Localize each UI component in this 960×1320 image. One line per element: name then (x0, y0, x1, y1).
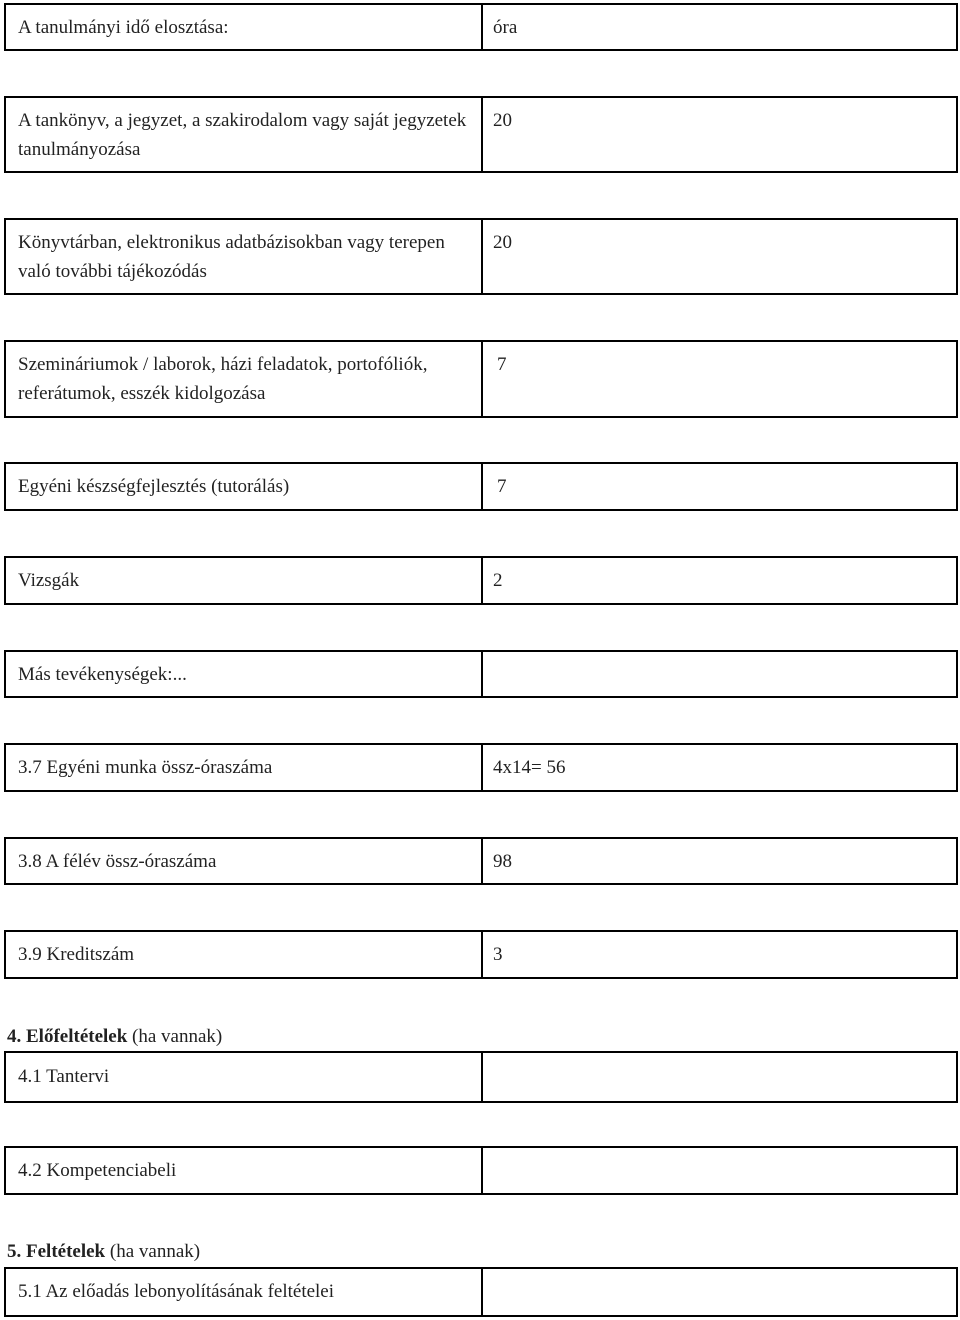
row-label: Szemináriumok / laborok, házi feladatok, portofóliók, referátumok, esszék kidolgozása (6, 342, 483, 416)
table-row (4, 556, 958, 605)
row-label: 3.9 Kreditszám (6, 932, 483, 977)
row-value: 7 (497, 476, 507, 497)
row-label: 3.8 A félév össz-óraszáma (6, 839, 483, 883)
row-label: A tanulmányi idő elosztása: (6, 5, 483, 49)
table-row (4, 837, 958, 885)
table-row (4, 96, 958, 173)
row-label: 3.7 Egyéni munka össz-óraszáma (6, 745, 483, 790)
row-value: 20 (493, 110, 512, 131)
section-title: Előfeltételek (26, 1026, 128, 1047)
section-heading-prerequisites (7, 1025, 222, 1049)
row-value (483, 1053, 956, 1101)
section-note: (ha vannak) (109, 1241, 201, 1262)
table-row (4, 462, 958, 511)
row-label: 4.1 Tantervi (6, 1053, 483, 1101)
row-label: Egyéni készségfejlesztés (tutorálás) (6, 464, 483, 509)
table-row (4, 1267, 958, 1317)
row-label: Más tevékenységek:... (6, 652, 483, 696)
row-value: 4x14= 56 (493, 757, 566, 778)
table-row (4, 340, 958, 418)
row-label: Vizsgák (6, 558, 483, 603)
table-row (4, 1051, 958, 1103)
row-label: 5.1 Az előadás lebonyolításának feltételei (6, 1269, 483, 1315)
table-row (4, 930, 958, 979)
section-number: 5. (7, 1241, 22, 1262)
table-row (4, 1146, 958, 1195)
row-value: óra (493, 16, 518, 38)
row-value (483, 1269, 956, 1315)
section-note: (ha vannak) (132, 1026, 223, 1047)
row-label: A tankönyv, a jegyzet, a szakirodalom vagy saját jegyzetek tanulmányozása (6, 98, 483, 171)
table-row (4, 3, 958, 51)
section-heading-conditions (7, 1240, 200, 1264)
row-value (483, 652, 956, 696)
section-title: Feltételek (26, 1241, 106, 1262)
row-value: 98 (493, 850, 512, 872)
row-value: 3 (493, 944, 503, 965)
table-row (4, 218, 958, 295)
table-row (4, 650, 958, 698)
row-value: 2 (493, 570, 503, 591)
row-value: 7 (497, 354, 507, 375)
row-label: 4.2 Kompetenciabeli (6, 1148, 483, 1193)
row-label: Könyvtárban, elektronikus adatbázisokban vagy terepen való további tájékozódás (6, 220, 483, 293)
row-value: 20 (493, 232, 512, 253)
row-value (483, 1148, 956, 1193)
section-number: 4. (7, 1026, 22, 1047)
table-row (4, 743, 958, 792)
